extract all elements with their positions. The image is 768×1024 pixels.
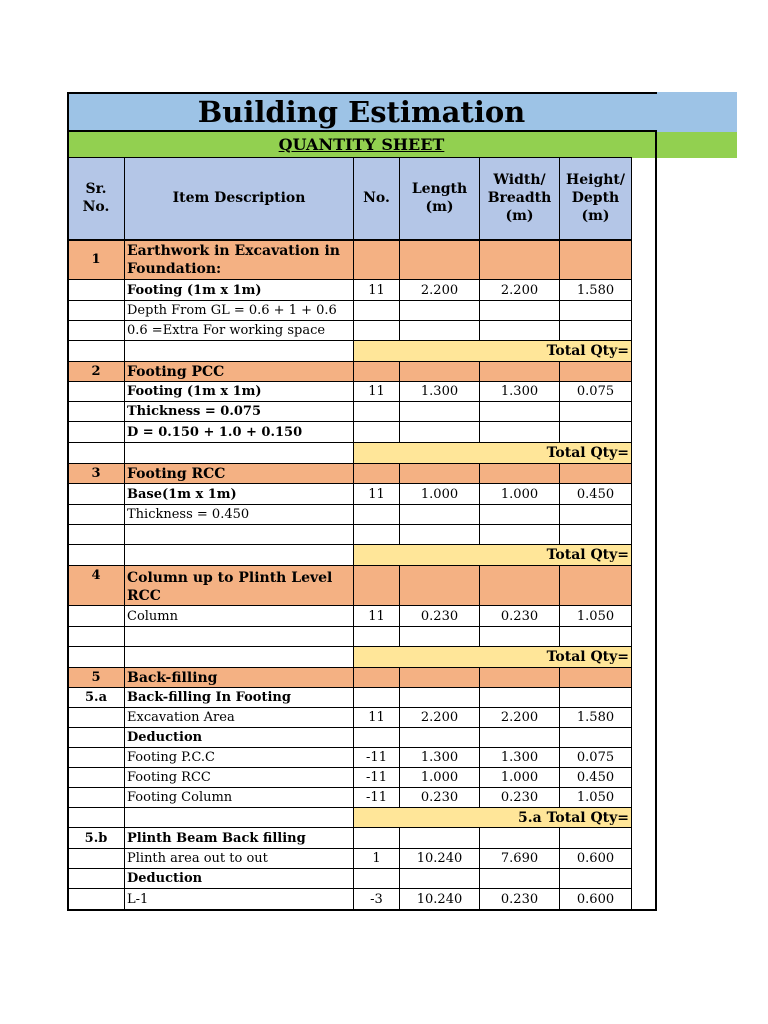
cell[interactable] xyxy=(68,647,125,668)
item-no[interactable]: -11 xyxy=(354,768,400,788)
cell[interactable] xyxy=(400,321,480,341)
item-length[interactable]: 10.240 xyxy=(400,889,480,910)
item-height[interactable]: 0.450 xyxy=(560,768,632,788)
cell[interactable] xyxy=(480,688,560,708)
frame-left xyxy=(67,92,69,911)
cell[interactable] xyxy=(480,505,560,525)
sr-cell[interactable]: 1 xyxy=(68,240,125,280)
cell[interactable] xyxy=(68,280,125,301)
cell[interactable] xyxy=(354,627,400,647)
item-desc[interactable]: Footing RCC xyxy=(125,768,354,788)
item-desc[interactable]: Column xyxy=(125,606,354,627)
cell[interactable] xyxy=(480,728,560,748)
item-length[interactable]: 0.230 xyxy=(400,606,480,627)
cell[interactable] xyxy=(480,464,560,484)
item-desc[interactable]: L-1 xyxy=(125,889,354,910)
item-no[interactable]: -3 xyxy=(354,889,400,910)
sheet-subtitle: QUANTITY SHEET xyxy=(278,135,445,154)
cell[interactable] xyxy=(125,341,354,362)
item-length[interactable]: 1.000 xyxy=(400,768,480,788)
total-row[interactable] xyxy=(68,443,632,464)
cell[interactable] xyxy=(560,402,632,422)
cell[interactable] xyxy=(68,321,125,341)
table-row[interactable] xyxy=(68,505,632,525)
frame-title-rule xyxy=(67,130,657,132)
table-row[interactable] xyxy=(68,627,632,647)
item-width[interactable]: 1.300 xyxy=(480,382,560,402)
item-no[interactable]: 11 xyxy=(354,606,400,627)
cell[interactable] xyxy=(125,647,354,668)
cell[interactable] xyxy=(68,728,125,748)
header-length: Length (m) xyxy=(400,158,480,240)
item-height[interactable]: 0.600 xyxy=(560,889,632,910)
item-height[interactable]: 0.600 xyxy=(560,849,632,869)
cell[interactable] xyxy=(125,525,354,545)
cell[interactable] xyxy=(560,321,632,341)
item-width[interactable]: 2.200 xyxy=(480,280,560,301)
cell[interactable] xyxy=(400,422,480,443)
item-desc[interactable]: Excavation Area xyxy=(125,708,354,728)
cell[interactable] xyxy=(560,828,632,849)
cell[interactable] xyxy=(480,525,560,545)
table-row[interactable] xyxy=(68,280,632,301)
cell[interactable] xyxy=(400,464,480,484)
cell[interactable] xyxy=(354,402,400,422)
frame-top xyxy=(67,92,657,94)
section-title[interactable]: Column up to Plinth Level RCC xyxy=(125,566,354,606)
sr-cell[interactable]: 5.b xyxy=(68,828,125,849)
cell[interactable] xyxy=(560,869,632,889)
table-row[interactable] xyxy=(68,869,632,889)
sr-cell[interactable]: 5.a xyxy=(68,688,125,708)
cell[interactable] xyxy=(68,443,125,464)
table-row[interactable] xyxy=(68,422,632,443)
item-desc[interactable]: Depth From GL = 0.6 + 1 + 0.6 xyxy=(125,301,354,321)
item-height[interactable]: 1.050 xyxy=(560,788,632,808)
sr-cell[interactable]: 5 xyxy=(68,668,125,688)
cell[interactable] xyxy=(400,525,480,545)
cell[interactable] xyxy=(480,240,560,280)
cell[interactable] xyxy=(68,808,125,828)
total-qty-label[interactable]: Total Qty= xyxy=(354,545,632,566)
table-row[interactable] xyxy=(68,708,632,728)
cell[interactable] xyxy=(480,668,560,688)
cell[interactable] xyxy=(68,627,125,647)
frame-bottom xyxy=(67,909,657,911)
cell[interactable] xyxy=(560,627,632,647)
item-height[interactable]: 1.580 xyxy=(560,280,632,301)
cell[interactable] xyxy=(560,240,632,280)
cell[interactable] xyxy=(400,627,480,647)
item-no[interactable]: 11 xyxy=(354,382,400,402)
table-row[interactable] xyxy=(68,606,632,627)
section-row[interactable] xyxy=(68,464,632,484)
item-height[interactable]: 0.075 xyxy=(560,748,632,768)
item-no[interactable]: -11 xyxy=(354,788,400,808)
cell[interactable] xyxy=(68,606,125,627)
cell[interactable] xyxy=(125,627,354,647)
total-row[interactable] xyxy=(68,341,632,362)
cell[interactable] xyxy=(560,728,632,748)
item-length[interactable]: 2.200 xyxy=(400,708,480,728)
table-row[interactable] xyxy=(68,828,632,849)
cell[interactable] xyxy=(480,321,560,341)
cell[interactable] xyxy=(400,362,480,382)
cell[interactable] xyxy=(480,422,560,443)
cell[interactable] xyxy=(354,505,400,525)
cell[interactable] xyxy=(354,688,400,708)
cell[interactable] xyxy=(400,688,480,708)
header-height: Height/ Depth (m) xyxy=(560,158,632,240)
item-desc[interactable]: Footing P.C.C xyxy=(125,748,354,768)
section-title[interactable]: Footing RCC xyxy=(125,464,354,484)
cell[interactable] xyxy=(400,869,480,889)
item-desc[interactable]: 0.6 =Extra For working space xyxy=(125,321,354,341)
cell[interactable] xyxy=(560,505,632,525)
table-row[interactable] xyxy=(68,321,632,341)
table-row[interactable] xyxy=(68,525,632,545)
table-row[interactable] xyxy=(68,788,632,808)
cell[interactable] xyxy=(68,545,125,566)
cell[interactable] xyxy=(354,362,400,382)
item-width[interactable]: 0.230 xyxy=(480,889,560,910)
item-desc[interactable]: Base(1m x 1m) xyxy=(125,484,354,505)
cell[interactable] xyxy=(560,301,632,321)
cell[interactable] xyxy=(354,464,400,484)
header-row xyxy=(68,158,632,240)
total-row[interactable] xyxy=(68,545,632,566)
section-title[interactable]: Back-filling xyxy=(125,668,354,688)
cell[interactable] xyxy=(68,402,125,422)
cell[interactable] xyxy=(480,828,560,849)
cell[interactable] xyxy=(354,728,400,748)
item-no[interactable]: 1 xyxy=(354,849,400,869)
sheet-title: Building Estimation xyxy=(197,95,526,129)
total-qty-label[interactable]: Total Qty= xyxy=(354,341,632,362)
item-length[interactable]: 1.300 xyxy=(400,748,480,768)
total-qty-label[interactable]: Total Qty= xyxy=(354,443,632,464)
sr-cell[interactable]: 2 xyxy=(68,362,125,382)
item-width[interactable]: 1.300 xyxy=(480,748,560,768)
total-row[interactable] xyxy=(68,808,632,828)
frame-right xyxy=(655,132,657,911)
cell[interactable] xyxy=(354,525,400,545)
cell[interactable] xyxy=(354,422,400,443)
item-desc[interactable]: Thickness = 0.075 xyxy=(125,402,354,422)
item-no[interactable]: 11 xyxy=(354,708,400,728)
section-title[interactable]: Earthwork in Excavation in Foundation: xyxy=(125,240,354,280)
cell[interactable] xyxy=(400,728,480,748)
cell[interactable] xyxy=(480,869,560,889)
section-row[interactable] xyxy=(68,668,632,688)
cell[interactable] xyxy=(68,525,125,545)
cell[interactable] xyxy=(125,545,354,566)
cell[interactable] xyxy=(480,566,560,606)
cell[interactable] xyxy=(354,301,400,321)
cell[interactable] xyxy=(560,566,632,606)
quantity-table xyxy=(67,157,632,910)
item-width[interactable]: 1.000 xyxy=(480,768,560,788)
cell[interactable] xyxy=(354,828,400,849)
cell[interactable] xyxy=(480,627,560,647)
table-row[interactable] xyxy=(68,728,632,748)
cell[interactable] xyxy=(480,362,560,382)
item-desc[interactable]: D = 0.150 + 1.0 + 0.150 xyxy=(125,422,354,443)
deduction-label[interactable]: Deduction xyxy=(125,869,354,889)
cell[interactable] xyxy=(354,566,400,606)
item-height[interactable]: 1.580 xyxy=(560,708,632,728)
cell[interactable] xyxy=(560,464,632,484)
item-length[interactable]: 2.200 xyxy=(400,280,480,301)
total-qty-label[interactable]: Total Qty= xyxy=(354,647,632,668)
header-no: No. xyxy=(354,158,400,240)
cell[interactable] xyxy=(400,828,480,849)
cell[interactable] xyxy=(68,849,125,869)
item-width[interactable]: 7.690 xyxy=(480,849,560,869)
cell[interactable] xyxy=(68,341,125,362)
cell[interactable] xyxy=(68,889,125,910)
item-height[interactable]: 0.075 xyxy=(560,382,632,402)
cell[interactable] xyxy=(400,505,480,525)
item-length[interactable]: 0.230 xyxy=(400,788,480,808)
section-row[interactable] xyxy=(68,362,632,382)
deduction-label[interactable]: Deduction xyxy=(125,728,354,748)
cell[interactable] xyxy=(400,240,480,280)
subtotal-qty-label[interactable]: 5.a Total Qty= xyxy=(354,808,632,828)
item-length[interactable]: 10.240 xyxy=(400,849,480,869)
table-row[interactable] xyxy=(68,382,632,402)
cell[interactable] xyxy=(354,869,400,889)
item-width[interactable]: 2.200 xyxy=(480,708,560,728)
cell[interactable] xyxy=(68,484,125,505)
cell[interactable] xyxy=(400,301,480,321)
cell[interactable] xyxy=(400,566,480,606)
item-height[interactable]: 0.450 xyxy=(560,484,632,505)
header-width: Width/ Breadth (m) xyxy=(480,158,560,240)
cell[interactable] xyxy=(560,525,632,545)
item-no[interactable]: 11 xyxy=(354,484,400,505)
cell[interactable] xyxy=(480,301,560,321)
cell[interactable] xyxy=(125,808,354,828)
cell[interactable] xyxy=(480,402,560,422)
cell[interactable] xyxy=(125,443,354,464)
cell[interactable] xyxy=(560,362,632,382)
cell[interactable] xyxy=(68,505,125,525)
section-row[interactable] xyxy=(68,566,632,606)
cell[interactable] xyxy=(354,321,400,341)
table-row[interactable] xyxy=(68,849,632,869)
cell[interactable] xyxy=(560,422,632,443)
cell[interactable] xyxy=(560,688,632,708)
item-length[interactable]: 1.000 xyxy=(400,484,480,505)
cell[interactable] xyxy=(68,768,125,788)
item-desc[interactable]: Plinth area out to out xyxy=(125,849,354,869)
section-row[interactable] xyxy=(68,240,632,280)
cell[interactable] xyxy=(68,788,125,808)
item-height[interactable]: 1.050 xyxy=(560,606,632,627)
table-row[interactable] xyxy=(68,301,632,321)
item-width[interactable]: 0.230 xyxy=(480,788,560,808)
section-title[interactable]: Footing PCC xyxy=(125,362,354,382)
table-row[interactable] xyxy=(68,748,632,768)
table-row[interactable] xyxy=(68,484,632,505)
item-no[interactable]: 11 xyxy=(354,280,400,301)
sr-cell[interactable]: 3 xyxy=(68,464,125,484)
header-desc: Item Description xyxy=(125,158,354,240)
cell[interactable] xyxy=(560,668,632,688)
item-length[interactable]: 1.300 xyxy=(400,382,480,402)
item-desc[interactable]: Footing (1m x 1m) xyxy=(125,382,354,402)
cell[interactable] xyxy=(400,402,480,422)
table-row[interactable] xyxy=(68,768,632,788)
cell[interactable] xyxy=(354,240,400,280)
cell[interactable] xyxy=(68,422,125,443)
subsection-title[interactable]: Plinth Beam Back filling xyxy=(125,828,354,849)
subsection-title[interactable]: Back-filling In Footing xyxy=(125,688,354,708)
cell[interactable] xyxy=(400,668,480,688)
cell[interactable] xyxy=(68,708,125,728)
cell[interactable] xyxy=(68,382,125,402)
cell[interactable] xyxy=(68,301,125,321)
item-desc[interactable]: Thickness = 0.450 xyxy=(125,505,354,525)
item-width[interactable]: 0.230 xyxy=(480,606,560,627)
cell[interactable] xyxy=(68,869,125,889)
item-desc[interactable]: Footing (1m x 1m) xyxy=(125,280,354,301)
sr-cell[interactable]: 4 xyxy=(68,566,125,606)
table-row[interactable] xyxy=(68,889,632,910)
item-desc[interactable]: Footing Column xyxy=(125,788,354,808)
item-no[interactable]: -11 xyxy=(354,748,400,768)
cell[interactable] xyxy=(68,748,125,768)
table-row[interactable] xyxy=(68,402,632,422)
table-row[interactable] xyxy=(68,688,632,708)
item-width[interactable]: 1.000 xyxy=(480,484,560,505)
header-sr: Sr. No. xyxy=(68,158,125,240)
total-row[interactable] xyxy=(68,647,632,668)
cell[interactable] xyxy=(354,668,400,688)
